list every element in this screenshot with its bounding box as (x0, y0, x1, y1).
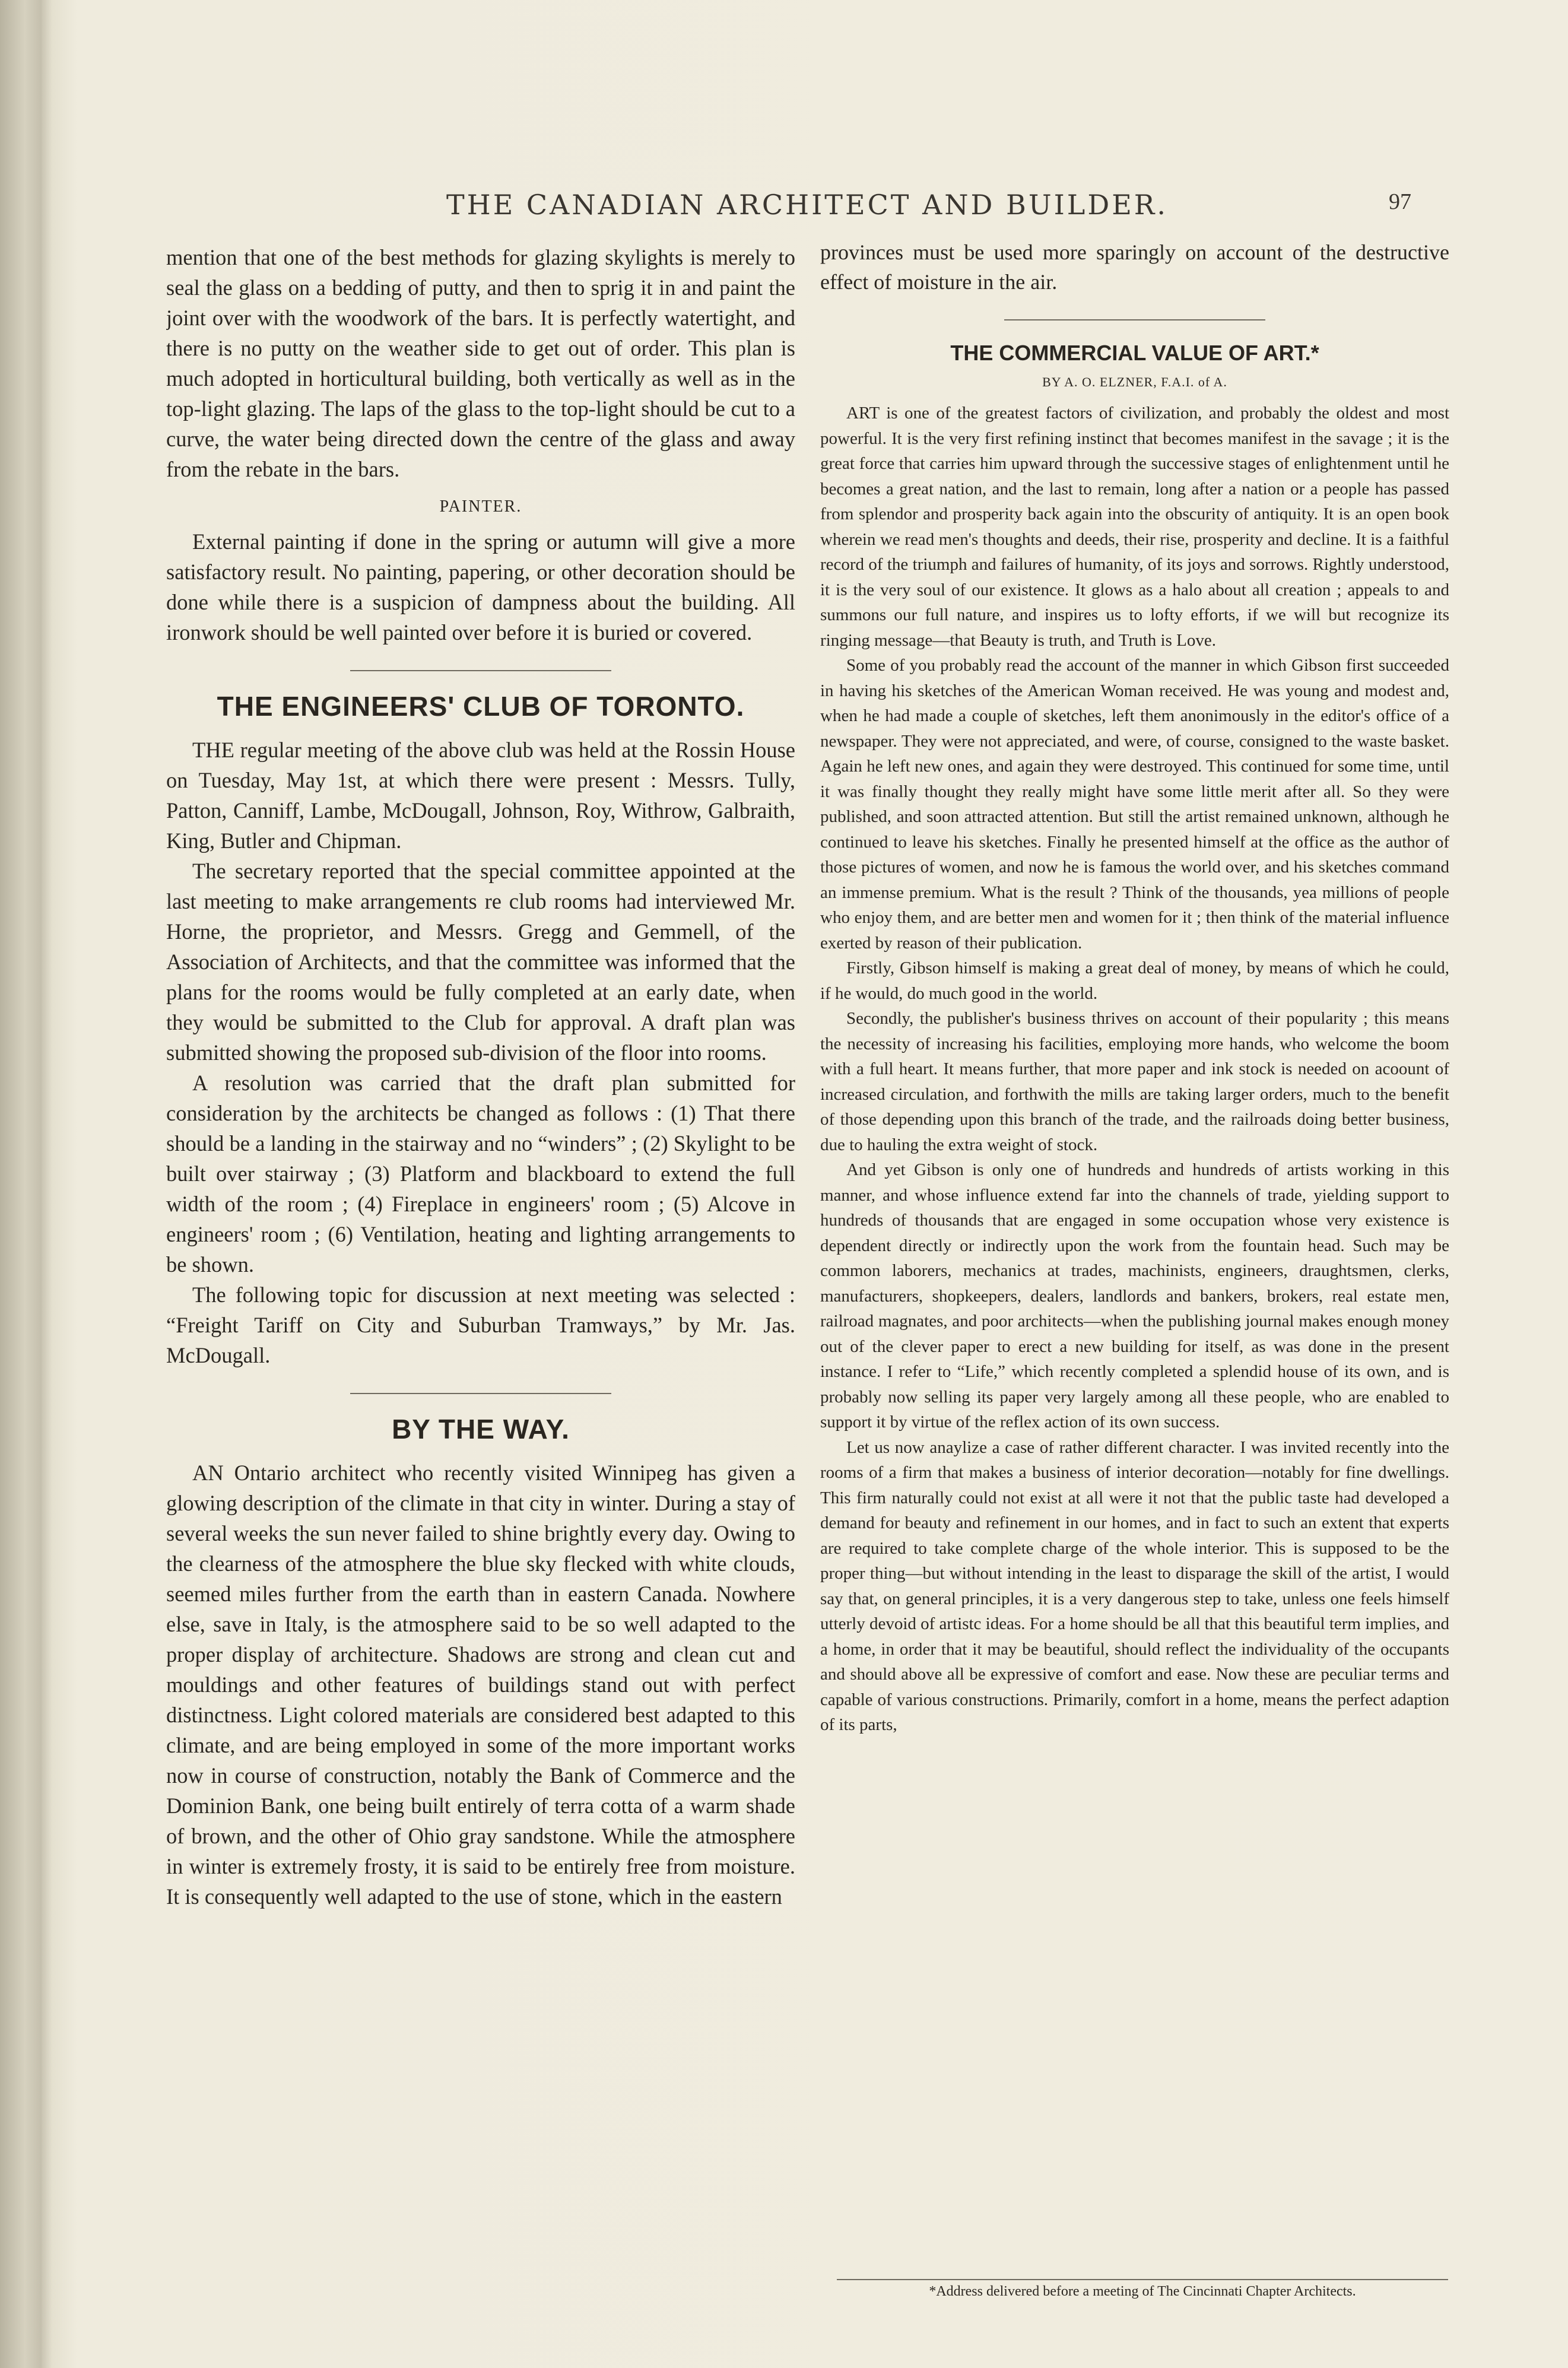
by-the-way-continuation: provinces must be used more sparingly on account of the destructive effect of moisture in the air. (820, 240, 1449, 294)
engineers-club-heading: THE ENGINEERS' CLUB OF TORONTO. (217, 691, 745, 722)
running-title: THE CANADIAN ARCHITECT AND BUILDER. (446, 189, 1169, 221)
engineers-paragraph-1: THE regular meeting of the above club was held at the Rossin House on Tuesday, May 1st, at which there were present : Messrs. Tully, Patton, Canniff, Lambe, McDougall, Johnson, Roy, Withrow, Galbraith, King, Butler and Chipman. (166, 738, 795, 853)
engineers-paragraph-4: The following topic for discussion at next meeting was selected : “Freight Tariff on City and Suburban Tramways,” by Mr. Jas. McDougall. (166, 1283, 795, 1367)
art-paragraph-3: Firstly, Gibson himself is making a great deal of money, by means of which he could, if he would, do much good in the world. (820, 958, 1449, 1003)
by-the-way-heading: BY THE WAY. (392, 1414, 570, 1445)
engineers-paragraph-2: The secretary reported that the special committee appointed at the last meeting to make arrangements re club rooms had interviewed Mr. Horne, the proprietor, and Messrs. Gregg and Gemmell, of the Association of Architects, and that the committee was informed that the plans for the rooms would be fully completed at an early date, when they would be submitted to the Club for approval. A draft plan was submitted showing the proposed sub-division of the floor into rooms. (166, 859, 795, 1065)
by-the-way-paragraph: AN Ontario architect who recently visited Winnipeg has given a glowing description of the climate in that city in winter. During a stay of several weeks the sun never failed to shine brightly every day. Owing to the clearness of the atmosphere the blue sky flecked with white clouds, seemed miles further from the earth than in eastern Canada. Nowhere else, save in Italy, is the atmosphere said to be so well adapted to the proper display of architecture. Shadows are strong and clean cut and mouldings and other features of buildings stand out with perfect distinctness. Light colored materials are considered best adapted to this climate, and are being employed in some of the more important works now in course of construction, notably the Bank of Commerce and the Dominion Bank, one being built entirely of terra cotta of a warm shade of brown, and the other of Ohio gray sandstone. While the atmosphere in winter is extremely frosty, it is said to be entirely free from moisture. It is consequently well adapted to the use of stone, which in the eastern (166, 1461, 795, 1909)
page-number: 97 (1389, 189, 1411, 214)
article-byline: BY A. O. ELZNER, F.A.I. of A. (1042, 374, 1227, 389)
page-binding-edge (0, 0, 42, 2368)
art-paragraph-6: Let us now anaylize a case of rather different character. I was invited recently into the rooms of a firm that makes a business of interior decoration—notably for fine dwellings. This firm naturally could not exist at all were it not that the public taste had developed a demand for beauty and refinement in our homes, and in fact to such an extent that experts are required to take complete charge of the whole interior. This is supposed to be the proper thing—but without intending in the least to disparage the skill of the artist, I would say that, on general principles, it is a very dangerous step to take, unless one feels himself utterly devoid of artistc ideas. For a home should be all that this beautiful term implies, and a home, in order that it may be beautiful, should reflect the individuality of the occupants and should above all be expressive of comfort and ease. Now these are peculiar terms and capable of various constructions. Primarily, comfort in a home, means the perfect adaption of its parts, (820, 1437, 1449, 1734)
left-column (166, 242, 795, 2302)
right-column (820, 237, 1449, 2303)
art-paragraph-1: ART is one of the greatest factors of civilization, and probably the oldest and most powerful. It is the very first refining instinct that becomes manifest in the savage ; it is the great force that carries him upward through the successive stages of enlightenment until he becomes a great nation, and the last to remain, long after a nation or a people has passed from splendor and prosperity back again into the obscurity of antiquity. It is an open book wherein we read men's thoughts and deeds, their rise, prosperity and decline. It is a faithful record of the triumph and failures of humanity, of its joys and sorrows. Rightly understood, it is the very soul of our existence. It glows as a halo about all creation ; appeals to and summons our full nature, and inspires us to lofty efforts, if we will but recognize its ringing message—that Beauty is truth, and Truth is Love. (820, 404, 1449, 650)
section-divider (350, 670, 611, 671)
engineers-paragraph-3: A resolution was carried that the draft plan submitted for consideration by the architects be changed as follows : (1) That there should be a landing in the stairway and no “winders” ; (2) Skylight to be built over stairway ; (3) Platform and blackboard to extend the full width of the room ; (4) Fireplace in engineers' room ; (5) Alcove in engineers' room ; (6) Ventilation, heating and lighting arrangements to be shown. (166, 1071, 795, 1277)
art-paragraph-2: Some of you probably read the account of the manner in which Gibson first succeeded in having his sketches of the American Woman received. He was young and modest and, when he had made a couple of sketches, left them anonimously in the editor's office of a newspaper. They were not appreciated, and were, of course, consigned to the waste basket. Again he left new ones, and again they were destroyed. This continued for some time, until it was finally thought they really might have some little merit after all. So they were published, and soon attracted attention. But still the artist remained unknown, although he continued to leave his sketches. Finally he presented himself at the office as the author of those pictures of women, and now he is famous the world over, and his sketches command an immense premium. What is the result ? Think of the thousands, yea millions of people who enjoy them, and are better men and women for it ; then think of the material influence exerted by reason of their publication. (820, 656, 1449, 953)
painter-heading: PAINTER. (439, 497, 522, 516)
article-title: THE COMMERCIAL VALUE OF ART.* (950, 341, 1319, 365)
art-paragraph-5: And yet Gibson is only one of hundreds and hundreds of artists working in this manner, and whose influence extend far into the channels of trade, yielding support to hundreds of thousands that are engaged in some occupation whose very existence is dependent directly or indirectly upon the work from the fountain head. Such may be common laborers, mechanics at trades, machinists, engineers, draughtsmen, clerks, manufacturers, shopkeepers, dealers, landlords and bankers, brokers, real estate men, railroad magnates, and poor architects—when the publishing journal makes enough money out of the clever paper to erect a new building for itself, as was done in the present instance. I refer to “Life,” which recently completed a splendid house of its own, and is probably now selling its paper very largely among all these people, who are enabled to support it by virtue of the reflex action of its own success. (820, 1160, 1449, 1431)
painter-paragraph: External painting if done in the spring or autumn will give a more satisfactory result. No painting, papering, or other decoration should be done while there is a suspicion of dampness about the building. All ironwork should be well painted over before it is buried or covered. (166, 529, 795, 645)
glazing-continuation: mention that one of the best methods for glazing skylights is merely to seal the glass on a bedding of putty, and then to sprig it in and paint the joint over with the woodwork of the bars. It is perfectly watertight, and there is no putty on the weather side to get out of order. This plan is much adopted in horticultural building, both vertically as well as in the top-light glazing. The laps of the glass to the top-light should be cut to a curve, the water being directed down the centre of the glass and away from the rebate in the bars. (166, 245, 795, 481)
section-divider (1004, 319, 1265, 320)
section-divider (350, 1393, 611, 1394)
article-footnote: *Address delivered before a meeting of The Cincinnati Chapter Architects. (837, 2279, 1448, 2300)
art-paragraph-4: Secondly, the publisher's business thrives on account of their popularity ; this means the necessity of increasing his facilities, employing more hands, who welcome the boom with a full heart. It means further, that more paper and ink stock is needed on acoount of increased circulation, and forthwith the mills are taking larger orders, much to the benefit of those depending upon this branch of the trade, and the railroads doing better business, due to hauling the extra weight of stock. (820, 1009, 1449, 1154)
